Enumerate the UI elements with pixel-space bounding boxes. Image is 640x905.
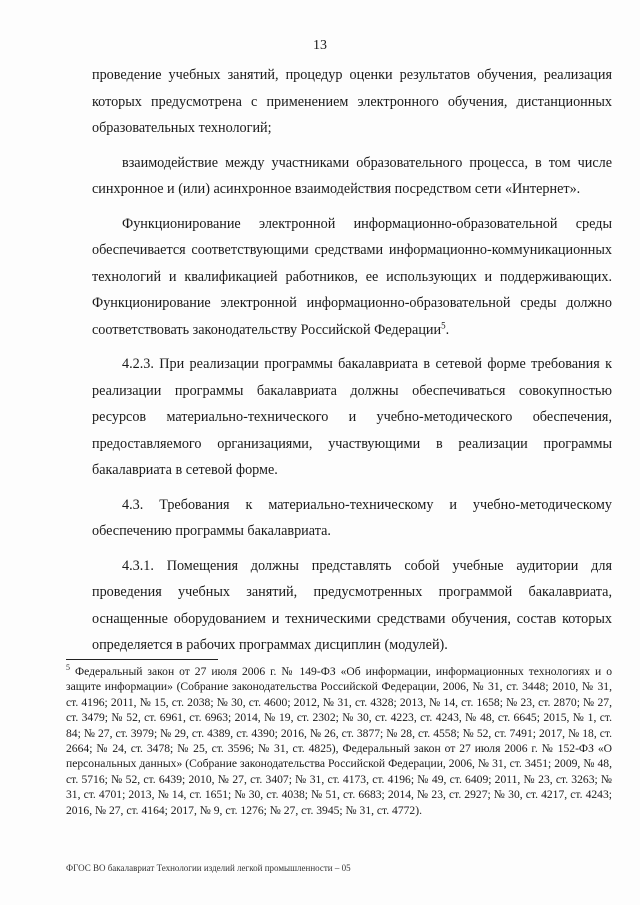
page-number: 13 (313, 38, 327, 53)
paragraph-2: взаимодействие между участниками образовательного процесса, в том числе синхронное и (или) асинхронное взаимодействия посредством сети «Интернет». (92, 154, 612, 197)
paragraph-1: проведение учебных занятий, процедур оценки результатов обучения, реализация которых предусмотрена с применением электронного обучения, дистанционных образовательных технологий; (92, 67, 612, 136)
paragraph-4: 4.2.3. При реализации программы бакалавриата в сетевой форме требования к реализации программы бакалавриата должны обеспечиваться совокупностью ресурсов материально-технического и учебно-методического обеспечения, предоставляемого организациями, участвующими в реализации программы бакалавриата в сетевой форме. (92, 356, 612, 478)
footnote (66, 664, 612, 818)
footnote-divider (66, 659, 218, 660)
body-text (92, 62, 612, 659)
paragraph-3 (92, 211, 612, 344)
footnote-reference[interactable]: 5 (441, 319, 446, 330)
paragraph-3-end: . (445, 321, 450, 338)
paragraph-6: 4.3.1. Помещения должны представлять собой учебные аудитории для проведения учебных занятий, предусмотренных программой бакалавриата, оснащенные оборудованием и техническими средствами обучения, состав которых определяется в рабочих программах дисциплин (модулей). (92, 557, 612, 653)
footnote-text: Федеральный закон от 27 июля 2006 г. № 149-ФЗ «Об информации, информационных технологиях и о защите информации» (Собрание законодательства Российской Федерации, 2006, № 31, ст. 3448; 2010, № 31, ст. 4196; 2011, № 15, ст. 2038; № 30, ст. 4600; 2012, № 31, ст. 4328; 2013, № 14, ст. 1658; № 23, ст. 2870; № 27, ст. 3479; № 52, ст. 6961, ст. 6963; 2014, № 19, ст. 2302; № 30, ст. 4223, ст. 4243, № 48, ст. 6645; 2015, № 1, ст. 84; № 27, ст. 3979; № 29, ст. 4389, ст. 4390; 2016, № 26, ст. 3877; № 28, ст. 4558; № 52, ст. 7491; 2017, № 18, ст. 2664; № 24, ст. 3478; № 25, ст. 3596; № 31, ст. 4825), Федеральный закон от 27 июля 2006 г. № 152-ФЗ «О персональных данных» (Собрание законодательства Российской Федерации, 2006, № 31, ст. 3451; 2009, № 48, ст. 5716; № 52, ст. 6439; 2010, № 27, ст. 3407; № 31, ст. 4173, ст. 4196; № 49, ст. 6409; 2011, № 23, ст. 3263; № 31, ст. 4701; 2013, № 14, ст. 1651; № 30, ст. 4038; № 51, ст. 6683; 2014, № 23, ст. 2927; № 30, ст. 4217, ст. 4243; 2016, № 27, ст. 4164; 2017, № 9, ст. 1276; № 27, ст. 3945; № 31, ст. 4772). (66, 665, 612, 817)
footnote-mark: 5 (66, 663, 70, 673)
paragraph-3-text: Функционирование электронной информационно-образовательной среды обеспечивается соответствующими средствами информационно-коммуникационных технологий и квалификацией работников, ее использующих и поддерживающих. Функционирование электронной информационно-образовательной среды должно соответствовать законодательству Российской Федерации (92, 215, 612, 338)
page-footer: ФГОС ВО бакалавриат Технологии изделий легкой промышленности – 05 (66, 863, 351, 873)
paragraph-5: 4.3. Требования к материально-техническому и учебно-методическому обеспечению программы бакалавриата. (92, 496, 612, 539)
